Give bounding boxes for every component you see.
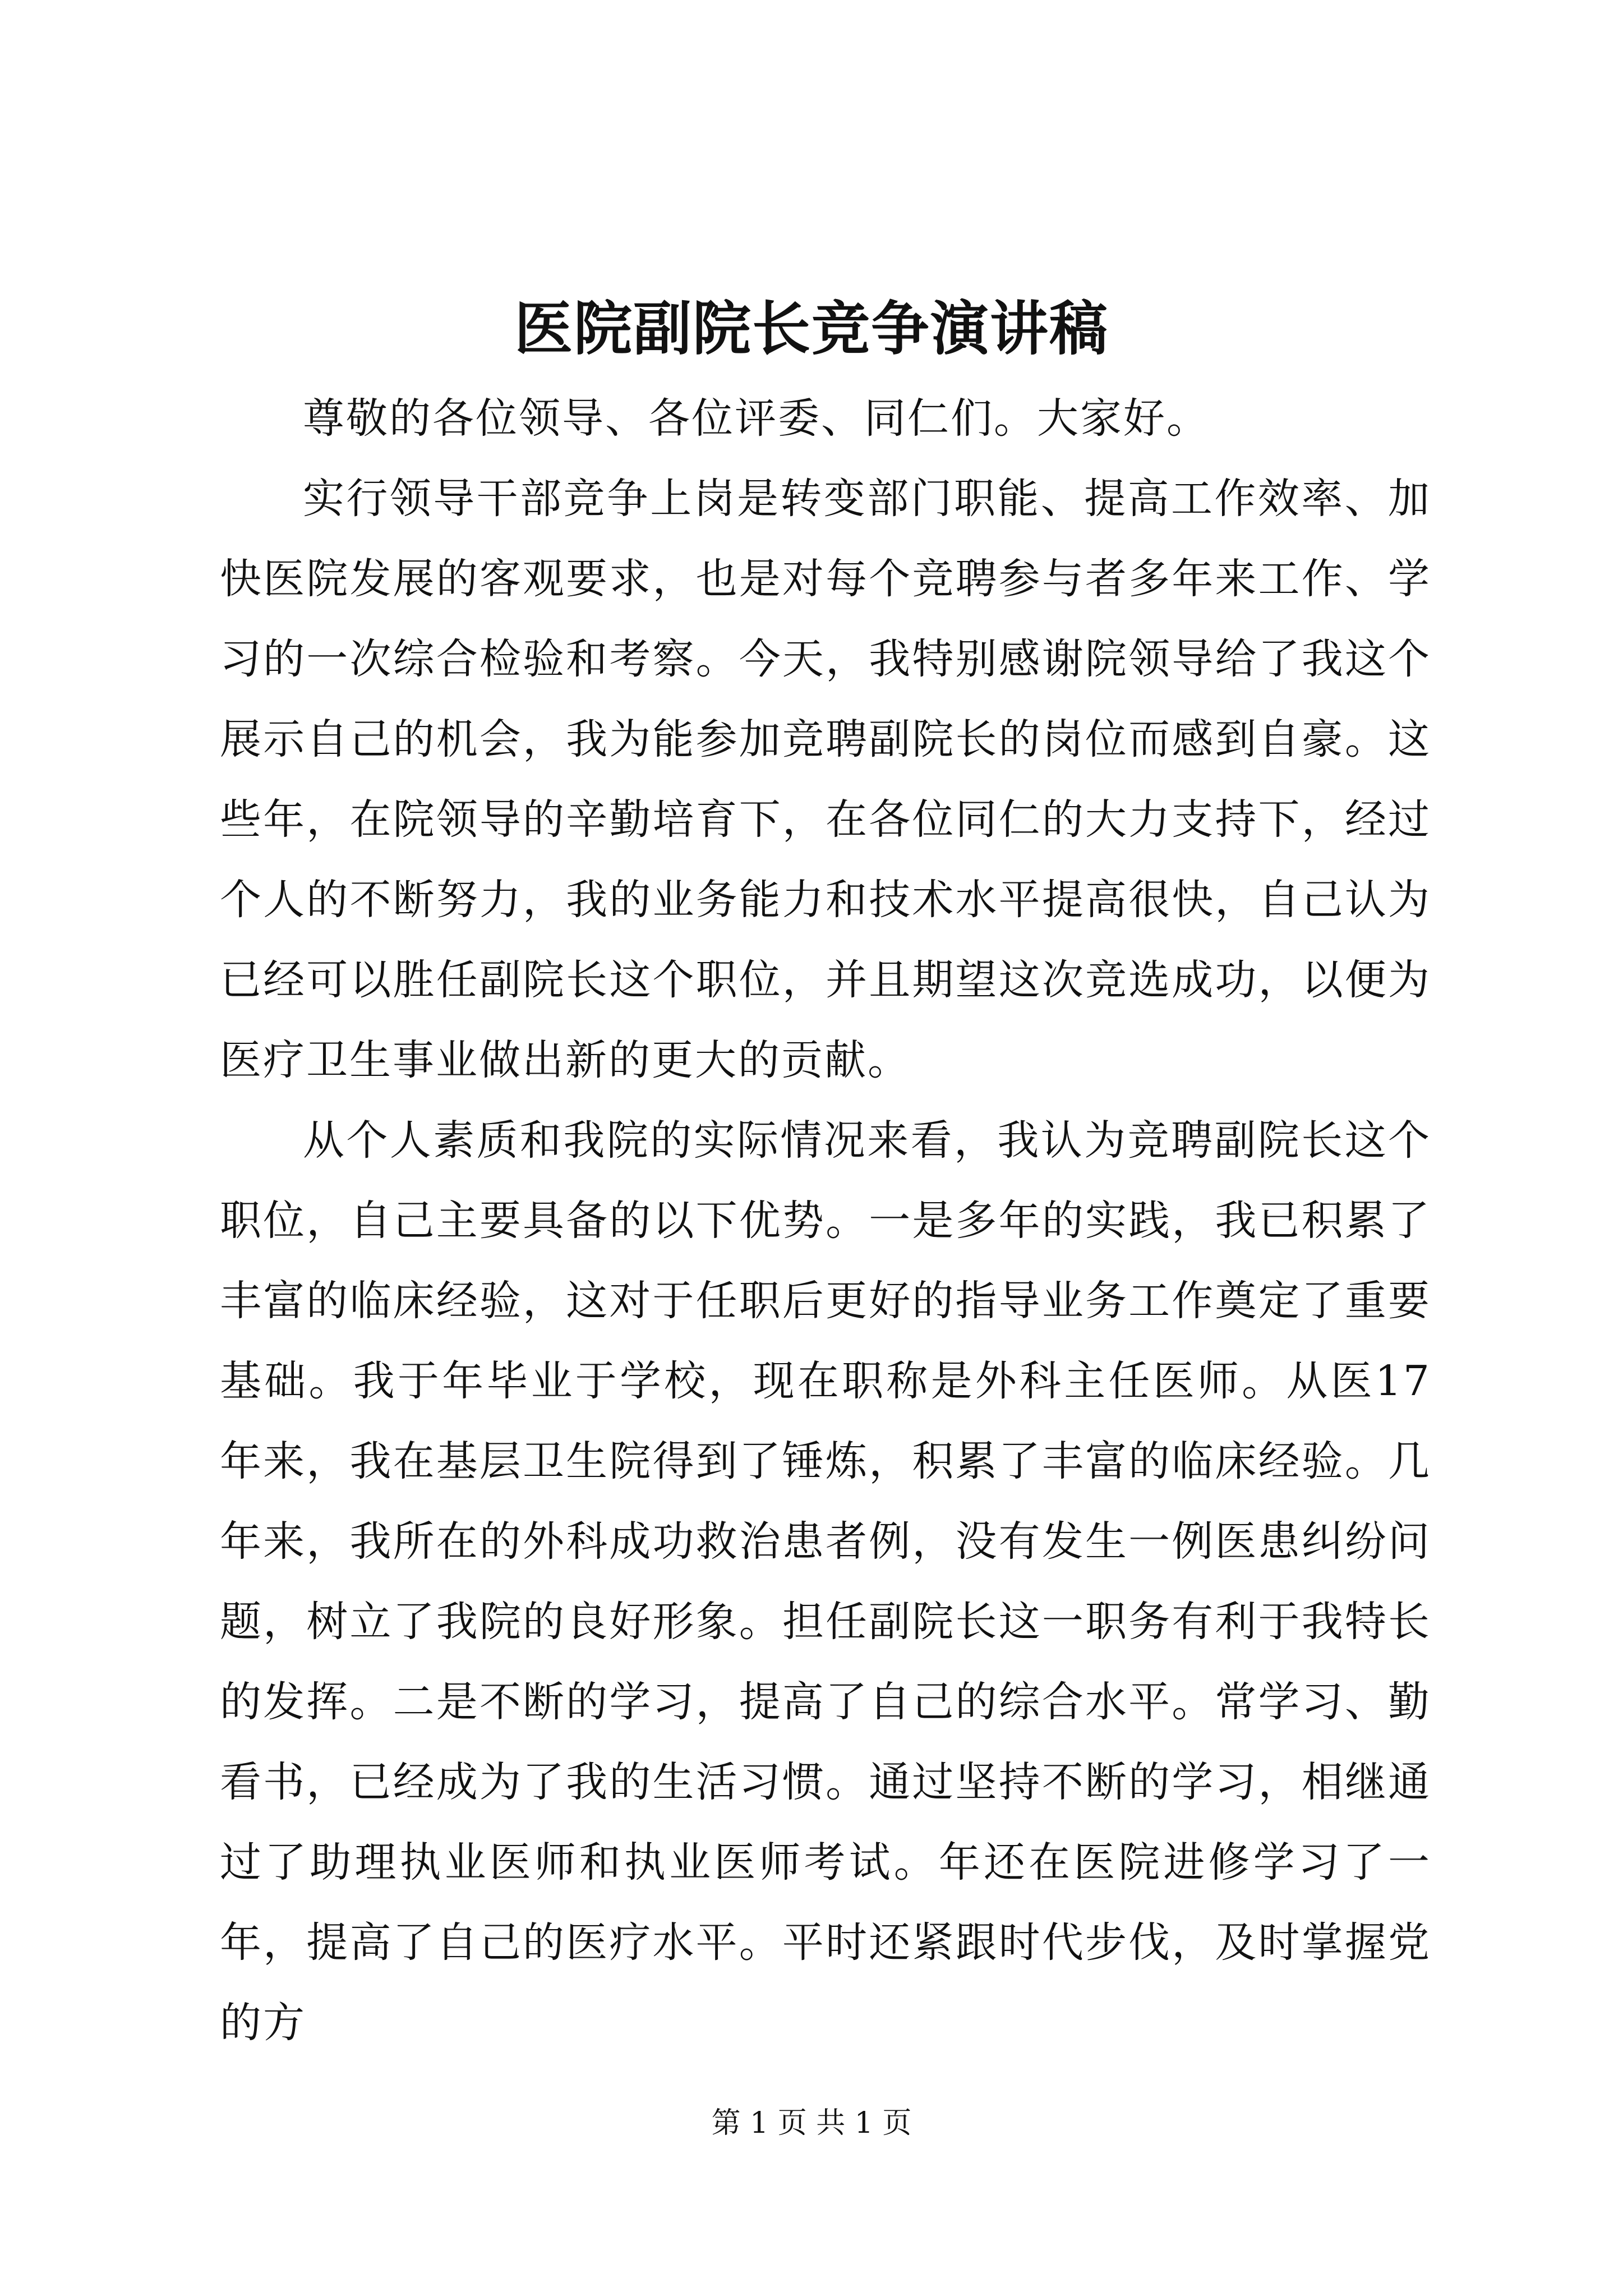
paragraph-greeting: 尊敬的各位领导、各位评委、同仁们。大家好。 xyxy=(303,394,1210,443)
paragraph-introduction: 实行领导干部竞争上岗是转变部门职能、提高工作效率、加快医院发展的客观要求，也是对每个竞聘参与者多年来工作、学习的一次综合检验和考察。今天，我特别感谢院领导给了我这个展示自己的机会，我为能参加竞聘副院长的岗位而感到自豪。这些年，在院领导的辛勤培育下，在各位同仁的大力支持下，经过个人的不断努力，我的业务能力和技术水平提高很快，自己认为已经可以胜任副院长这个职位，并且期望这次竞选成功，以便为医疗卫生事业做出新的更大的贡献。 xyxy=(220,475,1431,1084)
paragraph-advantages: 从个人素质和我院的实际情况来看，我认为竞聘副院长这个职位，自己主要具备的以下优势。一是多年的实践，我已积累了丰富的临床经验，这对于任职后更好的指导业务工作奠定了重要基础。我于年毕业于学校，现在职称是外科主任医师。从医17年来，我在基层卫生院得到了锤炼，积累了丰富的临床经验。几年来，我所在的外科成功救治患者例，没有发生一例医患纠纷问题，树立了我院的良好形象。担任副院长这一职务有利于我特长的发挥。二是不断的学习，提高了自己的综合水平。常学习、勤看书，已经成为了我的生活习惯。通过坚持不断的学习，相继通过了助理执业医师和执业医师考试。年还在医院进修学习了一年，提高了自己的医疗水平。平时还紧跟时代步伐，及时掌握党的方 xyxy=(220,1116,1431,2047)
document-body xyxy=(220,379,1431,2063)
document-title: 医院副院长竞争演讲稿 xyxy=(514,294,1109,363)
page-footer: 第 1 页 共 1 页 xyxy=(711,2106,912,2140)
